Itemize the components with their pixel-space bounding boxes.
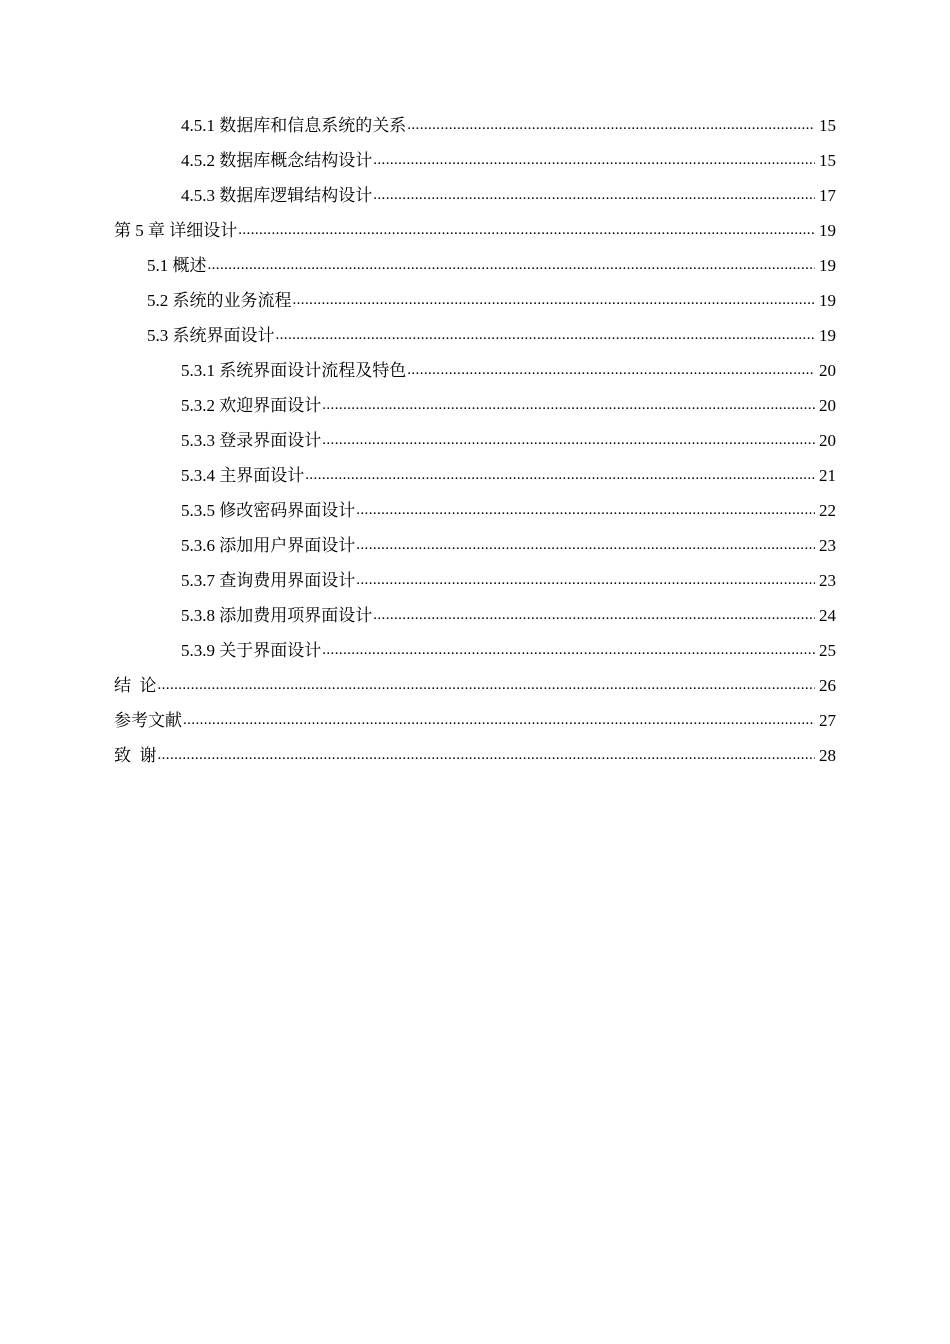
toc-entry-title: 致 谢	[114, 746, 157, 765]
toc-entry-title: 5.3.8 添加费用项界面设计	[181, 606, 373, 625]
dot-leader	[158, 738, 816, 773]
toc-entry-title: 参考文献	[114, 711, 182, 730]
dot-leader	[322, 423, 815, 458]
toc-page-number: 27	[819, 711, 836, 730]
dot-leader	[373, 143, 815, 178]
toc-entry[interactable]	[114, 668, 950, 703]
toc-page-number: 22	[819, 501, 836, 520]
dot-leader	[305, 458, 815, 493]
toc-page-number: 28	[819, 746, 836, 765]
toc-entry-title: 5.3.3 登录界面设计	[181, 431, 322, 450]
toc-entry[interactable]	[181, 178, 950, 213]
dot-leader	[356, 493, 815, 528]
toc-entry[interactable]	[181, 388, 950, 423]
toc-page-number: 20	[819, 431, 836, 450]
dot-leader	[208, 248, 816, 283]
dot-leader	[373, 598, 815, 633]
toc-entry-title: 5.3 系统界面设计	[147, 326, 275, 345]
dot-leader	[322, 388, 815, 423]
dot-leader	[356, 563, 815, 598]
table-of-contents	[0, 108, 950, 773]
toc-entry-title: 5.3.2 欢迎界面设计	[181, 396, 322, 415]
toc-entry[interactable]	[181, 143, 950, 178]
toc-entry-title: 5.2 系统的业务流程	[147, 291, 292, 310]
toc-entry-title: 结 论	[114, 676, 157, 695]
toc-entry-title: 4.5.2 数据库概念结构设计	[181, 151, 373, 170]
toc-entry-title: 第 5 章 详细设计	[114, 221, 238, 240]
toc-page-number: 17	[819, 186, 836, 205]
toc-entry[interactable]	[114, 213, 950, 248]
dot-leader	[276, 318, 816, 353]
toc-entry[interactable]	[147, 248, 950, 283]
toc-entry[interactable]	[181, 563, 950, 598]
dot-leader	[407, 108, 815, 143]
toc-entry-title: 5.3.7 查询费用界面设计	[181, 571, 356, 590]
toc-entry-title: 5.3.5 修改密码界面设计	[181, 501, 356, 520]
dot-leader	[407, 353, 815, 388]
toc-entry-title: 5.3.6 添加用户界面设计	[181, 536, 356, 555]
toc-entry-title: 5.3.4 主界面设计	[181, 466, 305, 485]
toc-entry-title: 4.5.1 数据库和信息系统的关系	[181, 116, 407, 135]
toc-entry[interactable]	[181, 528, 950, 563]
toc-page-number: 20	[819, 396, 836, 415]
toc-entry-title: 5.3.9 关于界面设计	[181, 641, 322, 660]
dot-leader	[183, 703, 815, 738]
dot-leader	[293, 283, 816, 318]
toc-entry-title: 5.1 概述	[147, 256, 207, 275]
toc-page-number: 20	[819, 361, 836, 380]
toc-page-number: 19	[819, 326, 836, 345]
toc-entry[interactable]	[181, 108, 950, 143]
toc-entry-title: 5.3.1 系统界面设计流程及特色	[181, 361, 407, 380]
dot-leader	[356, 528, 815, 563]
toc-page-number: 23	[819, 571, 836, 590]
toc-entry[interactable]	[147, 318, 950, 353]
toc-entry[interactable]	[181, 598, 950, 633]
toc-page-number: 19	[819, 291, 836, 310]
toc-page-number: 19	[819, 221, 836, 240]
toc-entry[interactable]	[181, 353, 950, 388]
toc-page-number: 15	[819, 151, 836, 170]
toc-page-number: 25	[819, 641, 836, 660]
toc-entry[interactable]	[181, 633, 950, 668]
dot-leader	[158, 668, 816, 703]
toc-entry[interactable]	[181, 423, 950, 458]
dot-leader	[238, 213, 815, 248]
dot-leader	[322, 633, 815, 668]
toc-page-number: 24	[819, 606, 836, 625]
toc-page-number: 21	[819, 466, 836, 485]
toc-page-number: 26	[819, 676, 836, 695]
toc-entry[interactable]	[181, 458, 950, 493]
toc-page-number: 23	[819, 536, 836, 555]
toc-entry[interactable]	[147, 283, 950, 318]
toc-entry[interactable]	[181, 493, 950, 528]
toc-entry[interactable]	[114, 703, 950, 738]
toc-page-number: 15	[819, 116, 836, 135]
toc-page-number: 19	[819, 256, 836, 275]
dot-leader	[373, 178, 815, 213]
toc-entry-title: 4.5.3 数据库逻辑结构设计	[181, 186, 373, 205]
toc-entry[interactable]	[114, 738, 950, 773]
